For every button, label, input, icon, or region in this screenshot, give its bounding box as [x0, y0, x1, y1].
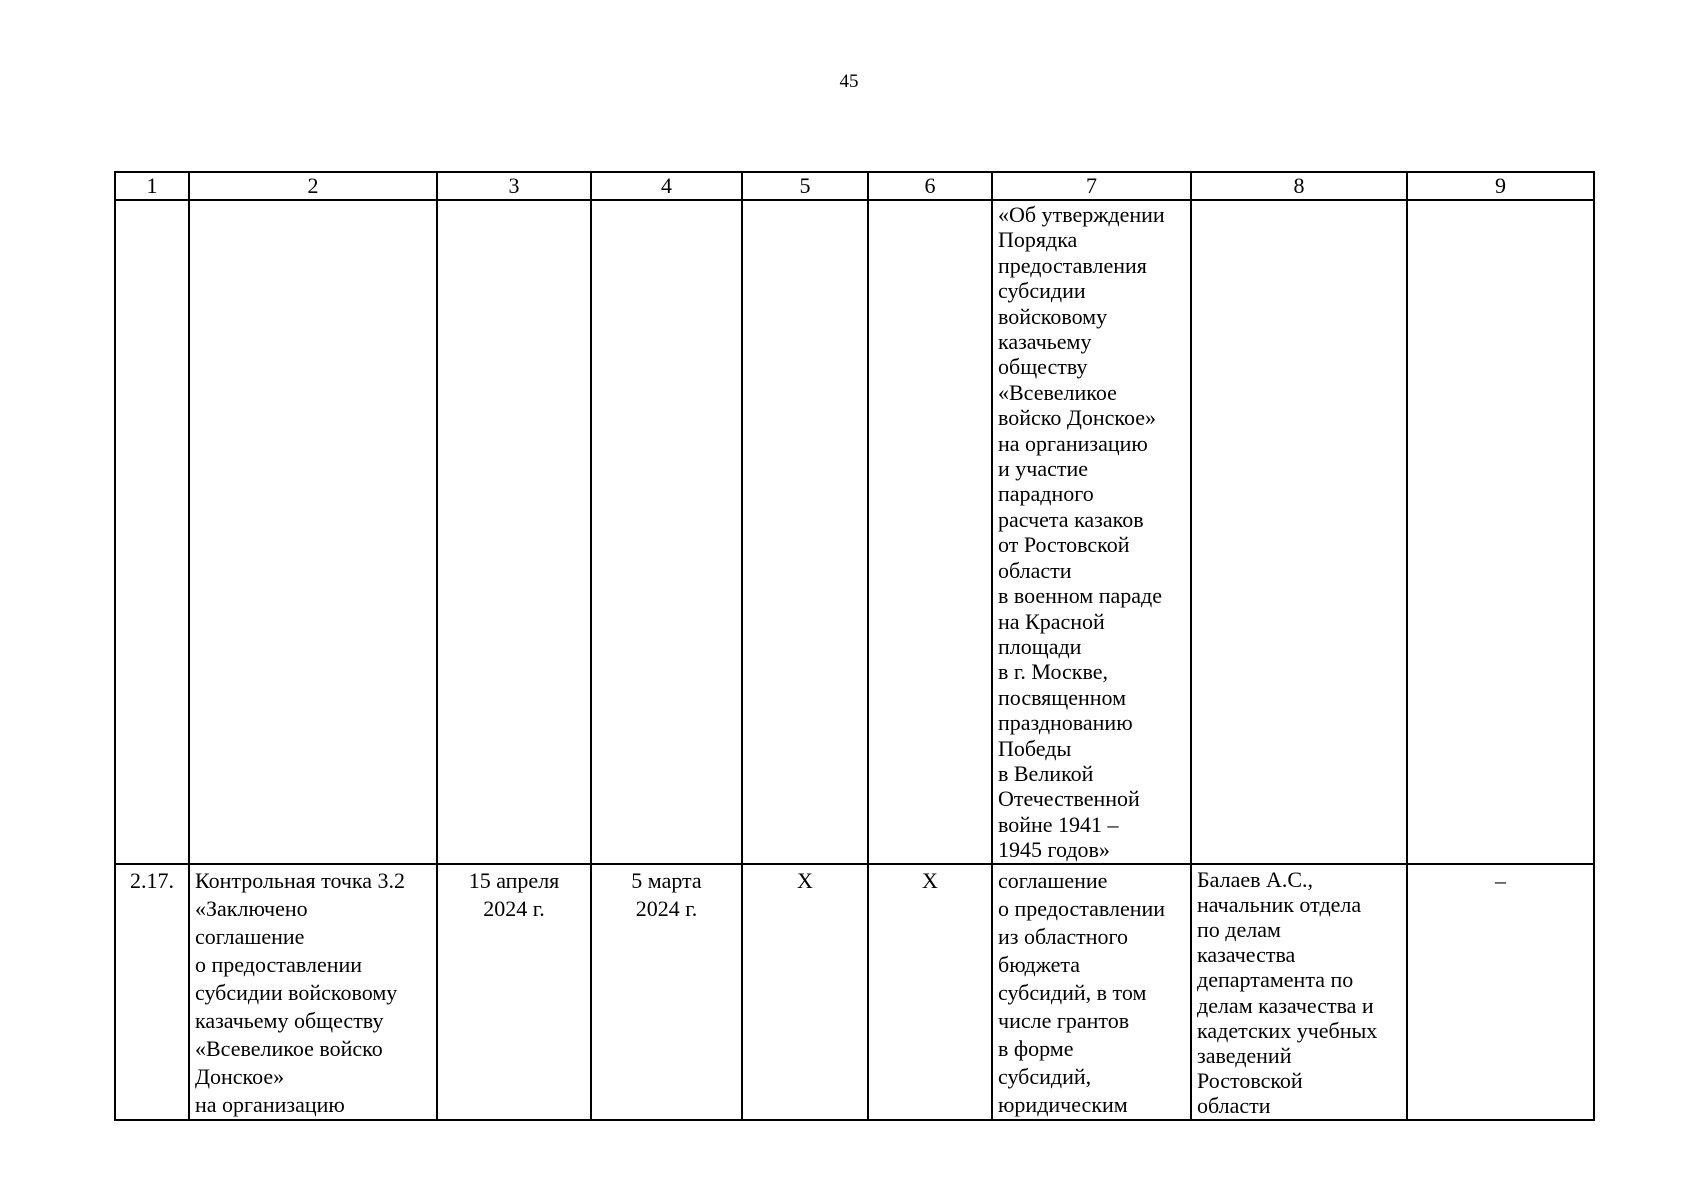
- table-row: [115, 864, 1594, 1120]
- text-line: празднованию: [998, 710, 1133, 736]
- header-cell: 6: [868, 172, 992, 200]
- text-line: парадного: [998, 481, 1094, 507]
- plan-table: [114, 171, 1595, 1121]
- header-cell: 1: [115, 172, 189, 200]
- text-line: Ростовской: [1197, 1068, 1303, 1094]
- text-line: субсидии войсковому: [195, 979, 398, 1005]
- text-line: о предоставлении: [998, 895, 1166, 921]
- header-cell: 4: [591, 172, 742, 200]
- header-cell: 3: [437, 172, 591, 200]
- continuation-row: [115, 200, 1594, 864]
- col6-cell: Х: [868, 864, 992, 1120]
- header-cell: 7: [992, 172, 1191, 200]
- text-line: казачьему: [998, 329, 1092, 355]
- empty-cell: [437, 200, 591, 864]
- text-line: соглашение: [195, 923, 305, 949]
- text-line: начальник отдела: [1197, 891, 1362, 917]
- header-row: [115, 172, 1594, 200]
- text-line: «Всевеликое войско: [195, 1035, 383, 1061]
- text-line: предоставления: [998, 252, 1147, 278]
- text-line: Отечественной: [998, 786, 1140, 812]
- text-line: посвященном: [998, 684, 1127, 710]
- text-line: Балаев А.С.,: [1197, 866, 1314, 892]
- text-line: Порядка: [998, 227, 1078, 253]
- text-line: по делам: [1197, 916, 1281, 942]
- text-line: 1945 годов»: [998, 837, 1110, 863]
- text-line: в Великой: [998, 760, 1094, 786]
- text-line: войне 1941 –: [998, 811, 1119, 837]
- page-number: 45: [839, 71, 859, 92]
- header-cell: 9: [1407, 172, 1594, 200]
- text-line: Победы: [998, 735, 1072, 761]
- text-line: войсковому: [998, 303, 1108, 329]
- empty-cell: [189, 200, 437, 864]
- header-cell: 2: [189, 172, 437, 200]
- responsible-cell: [1191, 864, 1407, 1120]
- text-line: и участие: [998, 456, 1089, 482]
- header-cell: 8: [1191, 172, 1407, 200]
- text-line: «Об утверждении: [998, 202, 1165, 227]
- text-line: юридическим: [998, 1091, 1128, 1117]
- col5-cell: Х: [742, 864, 868, 1120]
- text-line: числе грантов: [998, 1007, 1130, 1033]
- row-number-cell: 2.17.: [115, 864, 189, 1120]
- text-line: казачества: [1197, 942, 1296, 968]
- text-line: делам казачества и: [1197, 992, 1374, 1018]
- text-line: на организацию: [998, 430, 1148, 456]
- text-line: субсидий, в том: [998, 979, 1147, 1005]
- actual-date-cell: [591, 864, 742, 1120]
- text-line: обществу: [998, 354, 1088, 380]
- text-line: войско Донское»: [998, 405, 1156, 431]
- empty-cell: [1407, 200, 1594, 864]
- empty-cell: [115, 200, 189, 864]
- text-line: из областного: [998, 923, 1128, 949]
- text-line: «Заключено: [195, 895, 308, 921]
- empty-cell: [591, 200, 742, 864]
- text-line: в г. Москве,: [998, 659, 1108, 685]
- text-line: от Ростовской: [998, 532, 1130, 558]
- planned-date-cell: [437, 864, 591, 1120]
- text-line: на Красной: [998, 608, 1105, 634]
- text-line: кадетских учебных: [1197, 1017, 1378, 1043]
- col9-cell: –: [1407, 864, 1594, 1120]
- text-line: площади: [998, 633, 1082, 659]
- empty-cell: [742, 200, 868, 864]
- empty-cell: [1191, 200, 1407, 864]
- document-cell: [992, 864, 1191, 1120]
- text-line: 2024 г.: [483, 895, 545, 921]
- text-line: области: [1197, 1093, 1271, 1119]
- text-line: 5 марта: [631, 867, 702, 893]
- text-line: «Всевеликое: [998, 379, 1117, 405]
- event-name-cell: [189, 864, 437, 1120]
- text-line: департамента по: [1197, 967, 1354, 993]
- text-line: 15 апреля: [468, 867, 560, 893]
- text-line: Контрольная точка 3.2: [195, 867, 406, 893]
- text-line: на организацию: [195, 1091, 345, 1117]
- text-line: в форме: [998, 1035, 1074, 1061]
- text-line: заведений: [1197, 1042, 1292, 1068]
- text-line: казачьему обществу: [195, 1007, 384, 1033]
- text-line: субсидии: [998, 278, 1086, 304]
- text-line: субсидий,: [998, 1063, 1092, 1089]
- text-line: расчета казаков: [998, 506, 1144, 532]
- text-line: 2024 г.: [635, 895, 698, 921]
- text-line: бюджета: [998, 951, 1081, 977]
- text-line: соглашение: [998, 867, 1108, 893]
- text-line: о предоставлении: [195, 951, 363, 977]
- text-line: области: [998, 557, 1072, 583]
- header-cell: 5: [742, 172, 868, 200]
- text-line: Донское»: [195, 1063, 285, 1089]
- empty-cell: [868, 200, 992, 864]
- text-line: в военном параде: [998, 583, 1162, 609]
- continuation-col7-cell: [992, 200, 1191, 864]
